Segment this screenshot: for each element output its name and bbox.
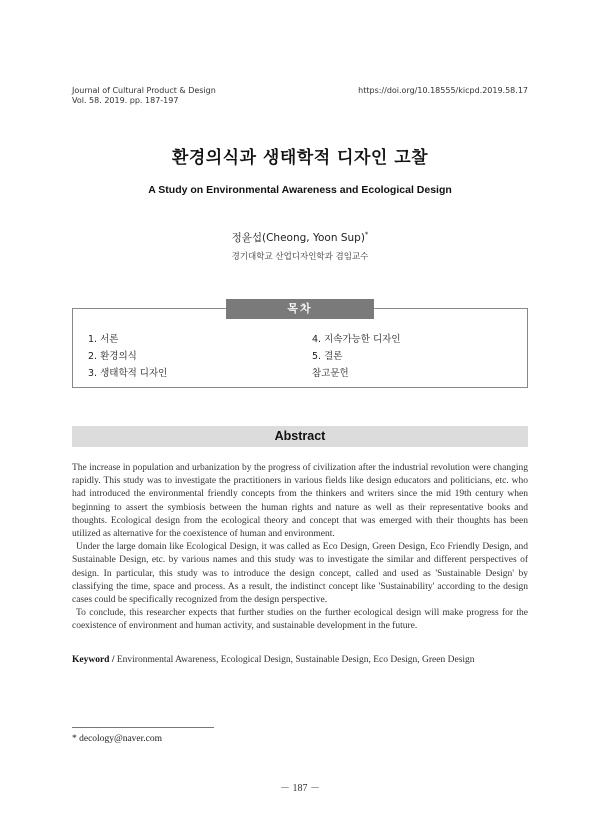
abstract-body — [72, 462, 528, 634]
footnote-mark: * — [72, 734, 77, 744]
title-english: A Study on Environmental Awareness and Ecological Design — [148, 184, 452, 196]
abstract-heading: Abstract — [72, 426, 528, 447]
abstract-paragraph: Under the large domain like Ecological Design, it was called as Eco Design, Green Design, Eco Friendly Design, and Sustainable Design, etc. by various names and this study was to investigate the similar and different perspectives of design. In particular, this study was to introduce the design concept, called and used as 'Sustainable Design' by classifying the time, space and process. As a result, the indistinct concept like 'Sustainability' according to the design cases could be specifically recognized from the design perspective. — [72, 542, 528, 606]
keyword-list: Environmental Awareness, Ecological Design, Sustainable Design, Eco Design, Green Design — [116, 655, 475, 665]
author-affiliation: 경기대학교 산업디자인학과 겸임교수 — [231, 252, 369, 262]
author-line — [0, 230, 600, 245]
author-email[interactable]: decology@naver.com — [79, 734, 162, 744]
doi-link[interactable]: https://doi.org/10.18555/kicpd.2019.58.17 — [358, 86, 528, 95]
keyword-label: Keyword / — [72, 655, 115, 665]
title-korean: 환경의식과 생태학적 디자인 고찰 — [171, 148, 429, 168]
journal-info — [72, 86, 216, 106]
page-number: － 187 － — [280, 783, 320, 794]
footnote-divider — [72, 727, 214, 728]
journal-name: Journal of Cultural Product & Design — [72, 86, 216, 95]
journal-volume: Vol. 58. 2019. pp. 187-197 — [72, 96, 179, 105]
author-name: 정윤섭(Cheong, Yoon Sup) — [231, 232, 365, 244]
toc-heading: 목차 — [226, 299, 374, 319]
toc-item: 5. 결론 — [312, 351, 343, 362]
footnote — [72, 734, 162, 744]
abstract-paragraph: To conclude, this researcher expects that further studies on the further ecological design will make progress for the coexistence of environment and human activity, and sustainable development in the future. — [72, 608, 528, 632]
toc-item: 3. 생태학적 디자인 — [88, 368, 168, 379]
toc-item: 4. 지속가능한 디자인 — [312, 334, 401, 345]
author-mark: * — [364, 230, 369, 239]
toc-item: 참고문헌 — [312, 368, 349, 379]
toc-item: 2. 환경의식 — [88, 351, 137, 362]
abstract-paragraph: The increase in population and urbanization by the progress of civilization after the industrial revolution were changing rapidly. This study was to investigate the practitioners in various fields like design educators and politicians, etc. who had introduced the environmental friendly concepts from the thinkers and writers since the mid 19th century when beginning to assert the symbiosis between the human rights and nature as well as their representative books and thoughts. Ecological design from the ecological theory and concept that was emerged with their thoughts has been utilized as alternative for the coexistence of human and environment. — [72, 463, 528, 540]
toc-item: 1. 서론 — [88, 334, 119, 345]
keywords — [72, 655, 528, 665]
